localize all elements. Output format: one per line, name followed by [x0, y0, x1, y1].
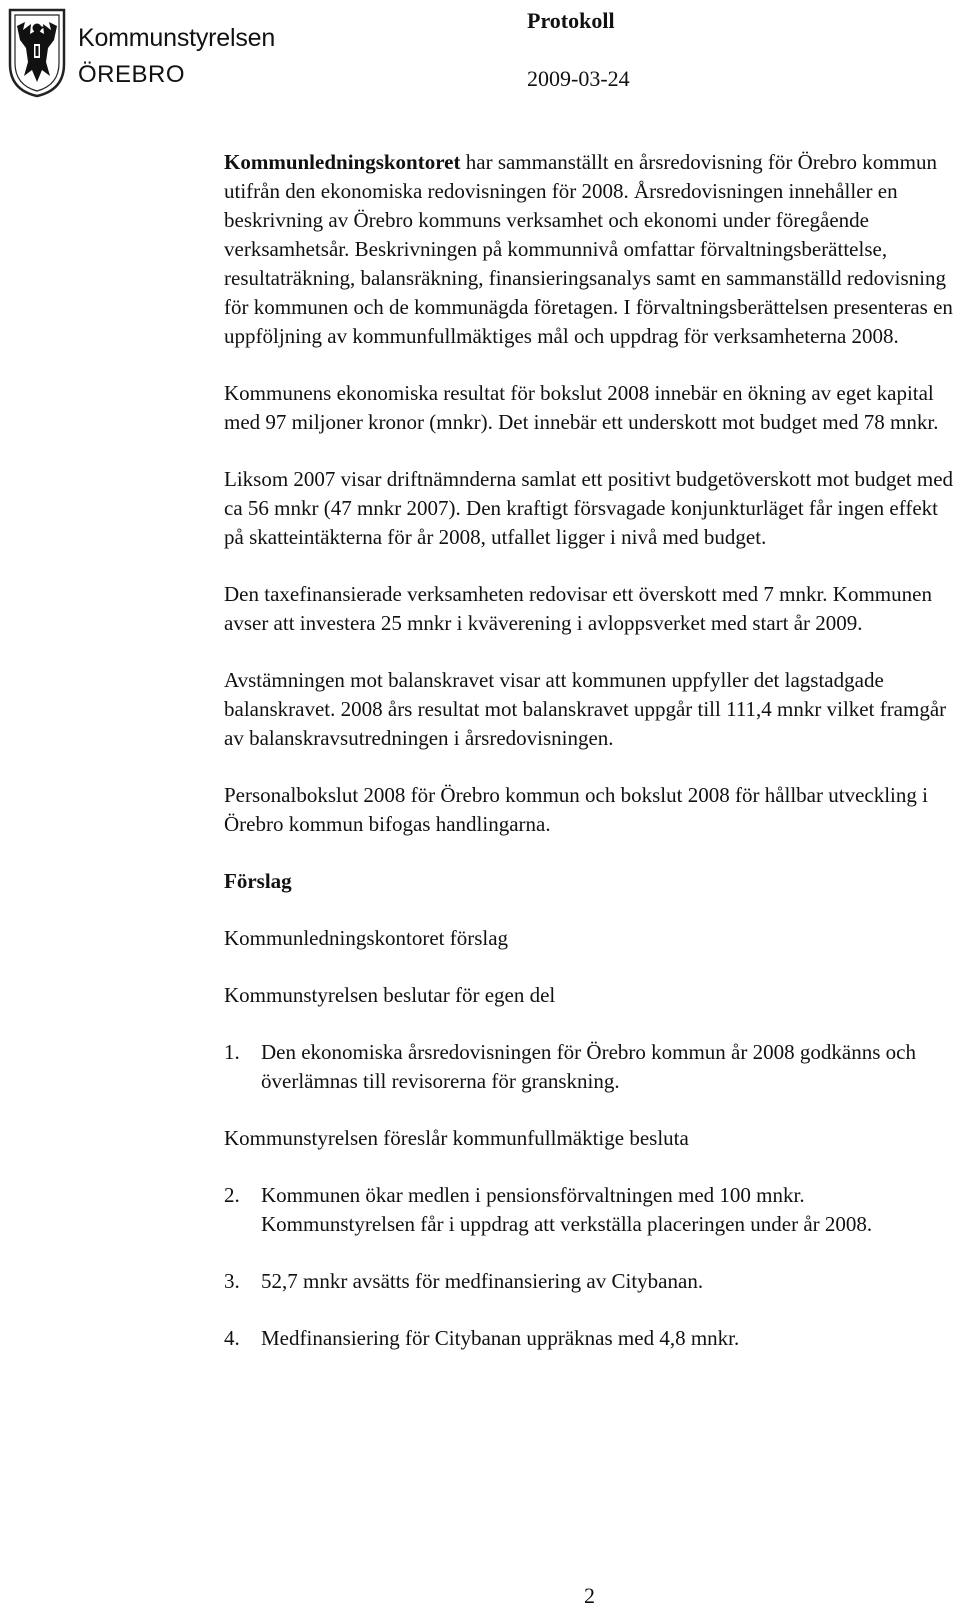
intro-text: har sammanställt en årsredovisning för Örebro kommun utifrån den ekonomiska redovisningen för 2008. Årsredovisningen innehåller en beskrivning av Örebro kommuns verksamhet och ekonomi under föregående verksamhetsår. Beskrivningen på kommunnivå omfattar förvaltningsberättelse, resultaträkning, balansräkning, finansieringsanalys samt en sammanställd redovisning för kommunen och de kommunägda företagen. I förvaltningsberättelsen presenteras en uppföljning av kommunfullmäktiges mål och uppdrag för verksamheterna 2008.: [224, 150, 953, 348]
document-body: [224, 148, 960, 1381]
paragraph-budget: Liksom 2007 visar driftnämnderna samlat ett positivt budgetöverskott mot budget med ca 56 mnkr (47 mnkr 2007). Den kraftigt försvagade konjunkturläget får ingen effekt på skatteintäkterna för år 2008, utfallet ligger i nivå med budget.: [224, 467, 954, 549]
list-item: [224, 1324, 960, 1353]
paragraph-balance-requirement: Avstämningen mot balanskravet visar att kommunen uppfyller det lagstadgade balanskravet. 2008 års resultat mot balanskravet uppgår till 111,4 mnkr vilket framgår av balanskravsutredningen i årsredovisningen.: [224, 668, 947, 750]
list-item-number: 4.: [224, 1326, 240, 1350]
paragraph-attachments: Personalbokslut 2008 för Örebro kommun och bokslut 2008 för hållbar utveckling i Örebro kommun bifogas handlingarna.: [224, 783, 928, 836]
paragraph-tax-financed: Den taxefinansierade verksamheten redovisar ett överskott med 7 mnkr. Kommunen avser att investera 25 mnkr i kväverening i avloppsverket med start år 2009.: [224, 582, 932, 635]
list-item: [224, 1181, 960, 1239]
document-date: 2009-03-24: [527, 66, 630, 91]
list-item: [224, 1038, 960, 1096]
logo-line-1: Kommunstyrelsen: [78, 24, 276, 52]
paragraph-result: Kommunens ekonomiska resultat för bokslut 2008 innebär en ökning av eget kapital med 97 miljoner kronor (mnkr). Det innebär ett underskott mot budget med 78 mnkr.: [224, 381, 939, 434]
eagle-crest-icon: [6, 6, 68, 98]
proposes-council: Kommunstyrelsen föreslår kommunfullmäktige besluta: [224, 1126, 689, 1150]
list-item-text: Medfinansiering för Citybanan uppräknas med 4,8 mnkr.: [261, 1326, 740, 1350]
page-number: 2: [584, 1583, 595, 1608]
list-item-number: 3.: [224, 1269, 240, 1293]
logo-line-2: ÖREBRO: [78, 61, 186, 88]
list-item-text: Den ekonomiska årsredovisningen för Örebro kommun år 2008 godkänns och överlämnas till revisorerna för granskning.: [261, 1040, 916, 1093]
proposal-by: Kommunledningskontoret förslag: [224, 926, 509, 950]
list-item: [224, 1267, 960, 1296]
intro-bold-text: Kommunledningskontoret: [224, 150, 461, 174]
document-type: Protokoll: [527, 8, 615, 33]
list-item-text: 52,7 mnkr avsätts för medfinansiering av Citybanan.: [261, 1269, 704, 1293]
section-heading: Förslag: [224, 869, 292, 893]
list-item-text: Kommunen ökar medlen i pensionsförvaltningen med 100 mnkr. Kommunstyrelsen får i uppdrag att verkställa placeringen under år 2008.: [261, 1183, 873, 1236]
kommunstyrelsen-logo: [6, 6, 296, 106]
list-item-number: 1.: [224, 1040, 240, 1064]
intro-paragraph: [224, 148, 960, 351]
list-item-number: 2.: [224, 1183, 240, 1207]
decision-own: Kommunstyrelsen beslutar för egen del: [224, 983, 556, 1007]
